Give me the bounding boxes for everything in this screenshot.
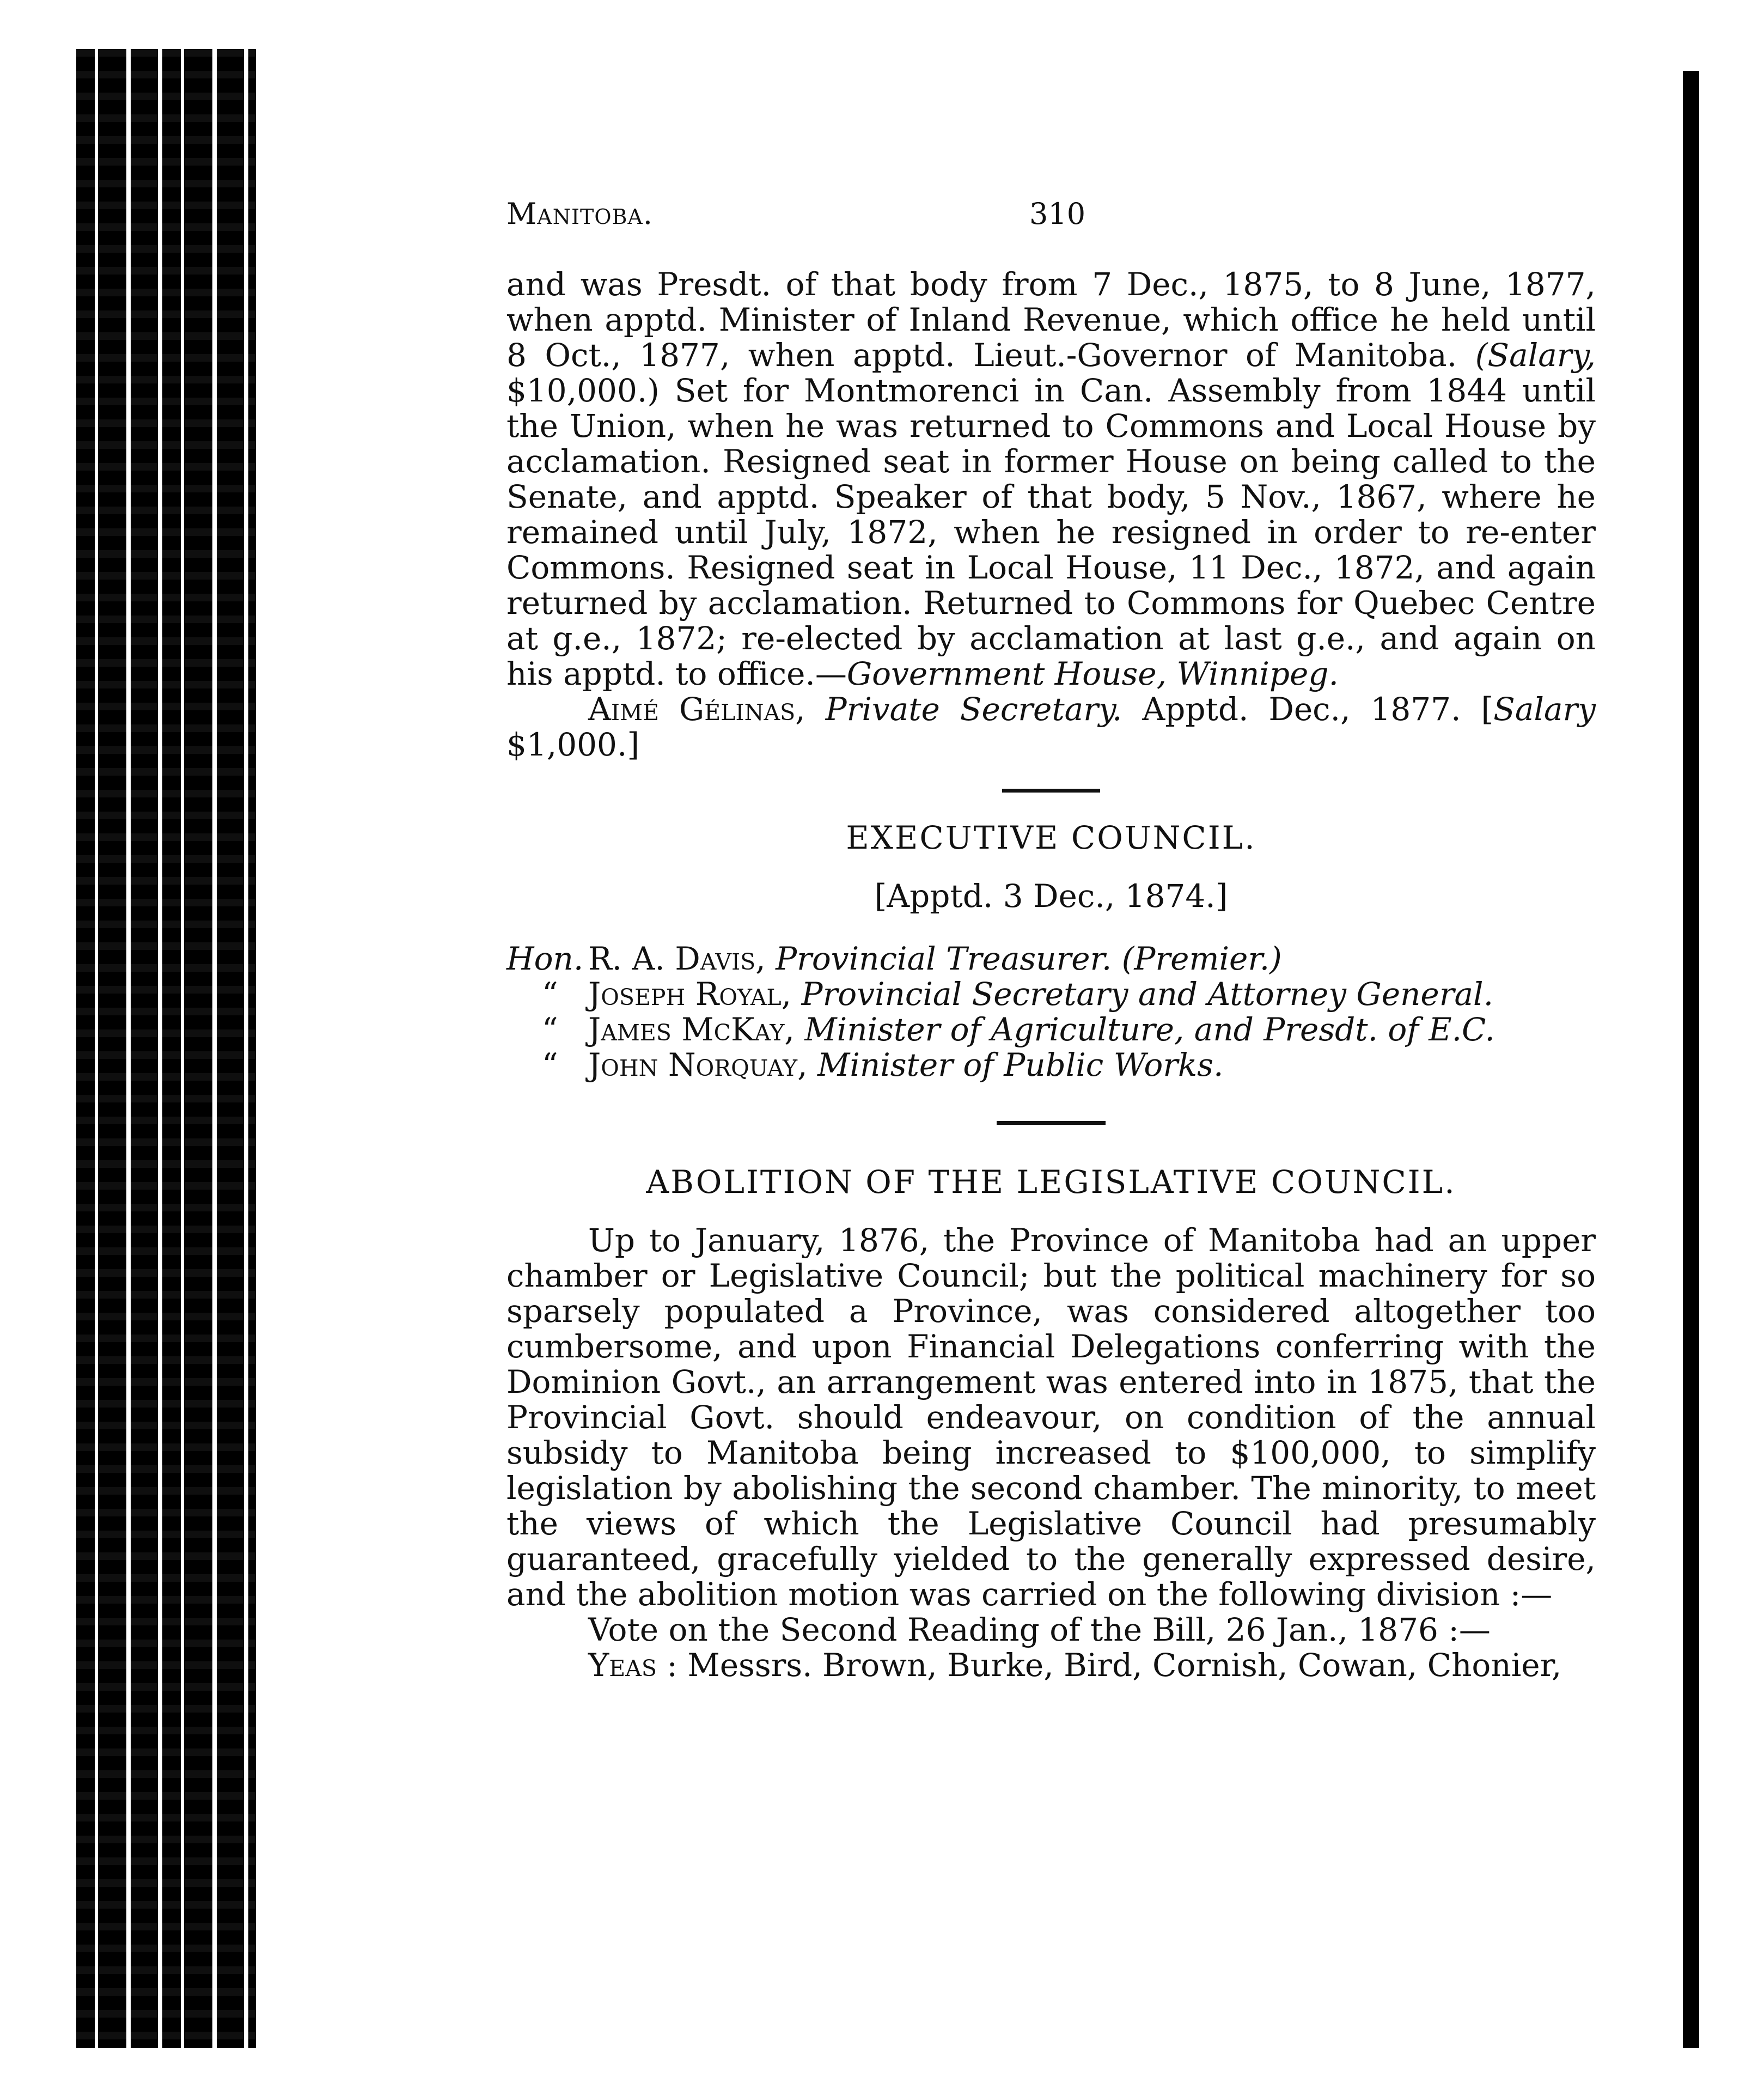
bio-text-a: and was Presdt. of that body from 7 Dec., 1875, to 8 June, 1877, when apptd. Minister of Inland Revenue, which office he held until 8 Oct., 1877, when apptd. Lieut.-Governor of Manitoba.	[506, 266, 1596, 374]
executive-council-heading: EXECUTIVE COUNCIL.	[846, 819, 1256, 856]
secretary-salary-amount: $1,000.]	[506, 726, 640, 763]
council-member	[506, 1047, 1596, 1083]
member-office: Provincial Secretary and Attorney General.	[801, 976, 1494, 1013]
member-name: R. A. Davis,	[588, 940, 766, 977]
bio-salary-label: (Salary,	[1475, 337, 1596, 374]
book-spine-shadow	[76, 49, 256, 2048]
page-edge-shadow	[1683, 71, 1699, 2048]
member-prefix: Hon.	[506, 940, 584, 977]
member-office: Minister of Agriculture, and Presdt. of E.C.	[804, 1011, 1495, 1048]
vote-line: Vote on the Second Reading of the Bill, 26 Jan., 1876 :—	[588, 1611, 1491, 1648]
member-note: (Premier.)	[1112, 940, 1282, 977]
page-number: 310	[1029, 197, 1086, 231]
secretary-salary-open: [	[1481, 691, 1494, 728]
biography-paragraph	[506, 267, 1596, 692]
member-prefix: “	[542, 1046, 558, 1083]
secretary-role: Private Secretary.	[825, 691, 1122, 728]
council-member	[506, 941, 1596, 977]
running-head-title: Manitoba.	[506, 197, 654, 231]
bio-residence: Government House, Winnipeg.	[846, 655, 1339, 692]
member-name: Joseph Royal,	[588, 976, 792, 1013]
abolition-heading: ABOLITION OF THE LEGISLATIVE COUNCIL.	[646, 1163, 1456, 1201]
member-name: James McKay,	[588, 1011, 795, 1048]
council-member	[506, 977, 1596, 1012]
secretary-name: Aimé Gélinas,	[588, 691, 805, 728]
yeas-label: Yeas :	[588, 1647, 677, 1684]
member-prefix: “	[542, 1011, 558, 1048]
executive-council-appointed: [Apptd. 3 Dec., 1874.]	[874, 878, 1228, 915]
section-divider	[997, 1121, 1106, 1125]
council-member-list	[506, 941, 1596, 1083]
document-page	[506, 196, 1596, 1683]
yeas-names: Messrs. Brown, Burke, Bird, Cornish, Cowan, Chonier,	[677, 1647, 1562, 1684]
secretary-appointed: Apptd. Dec., 1877.	[1122, 691, 1481, 728]
yeas-line	[506, 1648, 1596, 1683]
section-divider	[1002, 789, 1100, 793]
abolition-paragraph: Up to January, 1876, the Province of Manitoba had an upper chamber or Legislative Council; but the political machinery for so sparsely populated a Province, was considered altogether too cumbersome, and upon Financial Delegations conferring with the Dominion Govt., an arrangement was entered into in 1875, that the Provincial Govt. should endeavour, on condition of the annual subsidy to Manitoba being increased to $100,000, to simplify legislation by abolishing the second chamber. The minority, to meet the views of which the Legislative Council had presumably guaranteed, gracefully yielded to the generally expressed desire, and the abolition motion was carried on the following division :—	[506, 1222, 1596, 1613]
private-secretary-entry	[506, 692, 1596, 763]
running-header	[506, 196, 1596, 234]
member-office: Provincial Treasurer.	[776, 940, 1112, 977]
member-name: John Norquay,	[588, 1046, 808, 1083]
secretary-salary-label: Salary	[1493, 691, 1596, 728]
bio-text-b: $10,000.) Set for Montmorenci in Can. Assembly from 1844 until the Union, when he was returned to Commons and Local House by acclamation. Resigned seat in former House on being called to the Senate, and apptd. Speaker of that body, 5 Nov., 1867, where he remained until July, 1872, when he resigned in order to re-enter Commons. Resigned seat in Local House, 11 Dec., 1872, and again returned by acclamation. Returned to Commons for Quebec Centre at g.e., 1872; re-elected by acclamation at last g.e., and again on his apptd. to office.—	[506, 372, 1596, 692]
member-office: Minister of Public Works.	[817, 1046, 1224, 1083]
member-prefix: “	[542, 976, 558, 1013]
council-member	[506, 1012, 1596, 1047]
